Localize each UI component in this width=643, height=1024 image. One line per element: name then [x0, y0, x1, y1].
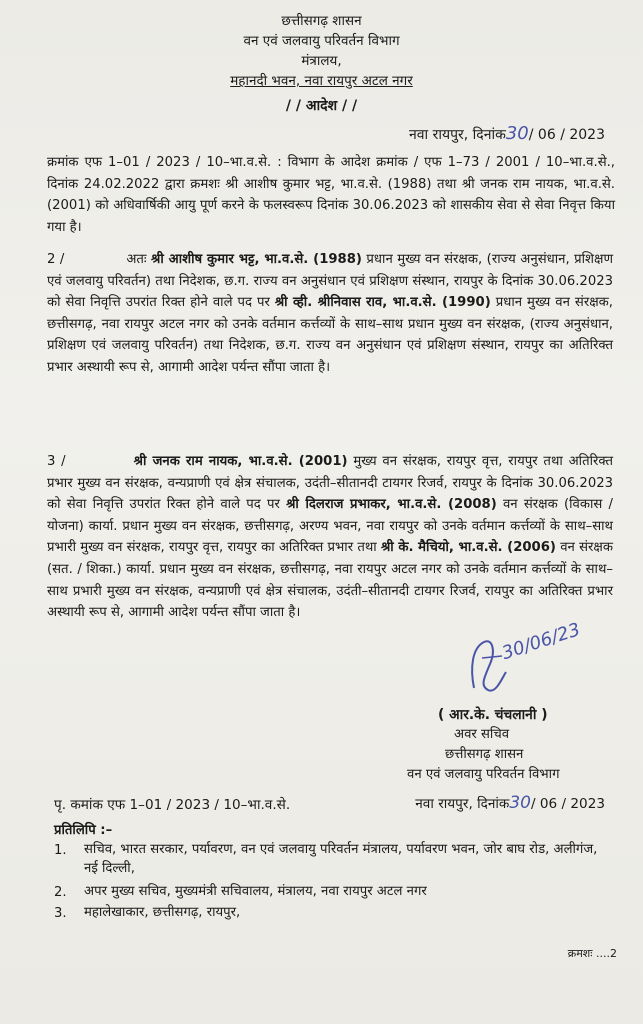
signatory-name: ( आर.के. चंचलानी )	[438, 707, 548, 723]
officer-name-nayak: श्री जनक राम नायक, भा.व.से. (2001)	[133, 454, 348, 469]
copy-item-1-number: 1.	[54, 843, 67, 858]
order-title: / / आदेश / /	[285, 98, 358, 114]
header-government: छत्तीसगढ़ शासन	[281, 13, 362, 29]
copy-item-2-number: 2.	[54, 885, 67, 900]
continued-marker: क्रमशः ....2	[567, 947, 617, 960]
signatory-office-department: वन एवं जलवायु परिवर्तन विभाग	[407, 767, 560, 782]
officer-name-maichiyo: श्री के. मैचियो, भा.व.से. (2006)	[380, 540, 556, 556]
paragraph-1-text: क्रमांक एफ 1–01 / 2023 / 10–भा.व.से. : विभाग के आदेश क्रमांक / एफ 1–73 / 2001 / 10–भा.व.से., दिनांक 24.02.2022 द्वारा क्रमशः श्री आशीष कुमार भट्ट, भा.व.से. (1988) तथा श्री जनक राम नायक, भा.व.से. (2001) को अधिवार्षिकी आयु पूर्ण करने के फलस्वरूप दिनांक 30.06.2023 को शासकीय सेवा से सेवा निवृत्त किया गया है।	[47, 155, 615, 235]
date-rest: / 06 / 2023	[528, 127, 605, 143]
signatory-office-government: छत्तीसगढ़ शासन	[445, 747, 524, 762]
paragraph-2-number: 2 /	[47, 252, 65, 267]
copy-item-2-text: अपर मुख्य सचिव, मुख्यमंत्री सचिवालय, मंत्रालय, नवा रायपुर अटल नगर	[84, 884, 427, 899]
copy-to-label: प्रतिलिपि :–	[54, 823, 113, 838]
copy-item-3-number: 3.	[54, 906, 67, 921]
endorsement-reference: पृ. कमांक एफ 1–01 / 2023 / 10–भा.व.से.	[54, 797, 291, 813]
paragraph-1	[47, 152, 615, 238]
endorsement-date: नवा रायपुर, दिनांक30/ 06 / 2023	[415, 793, 605, 813]
officer-name-rao: श्री व्ही. श्रीनिवास राव, भा.व.से. (1990)	[274, 295, 491, 311]
date-prefix: नवा रायपुर, दिनांक	[408, 127, 506, 143]
header-department: वन एवं जलवायु परिवर्तन विभाग	[243, 33, 400, 49]
copy-item-1-text: सचिव, भारत सरकार, पर्यावरण, वन एवं जलवायु परिवर्तन मंत्रालय, पर्यावरण भवन, जोर बाघ रोड, अलीगंज, नई दिल्ली,	[84, 842, 598, 876]
signatory-designation: अवर सचिव	[454, 727, 510, 742]
officer-name-prabhakar: श्री दिलराज प्रभाकर, भा.व.से. (2008)	[286, 497, 497, 513]
order-date	[409, 125, 605, 144]
officer-name-bhatt: श्री आशीष कुमार भट्ट, भा.व.से. (1988)	[151, 252, 362, 267]
header-address: महानदी भवन, नवा रायपुर अटल नगर	[230, 73, 413, 89]
paragraph-2: 2 / अतः श्री आशीष कुमार भट्ट, भा.व.से. (1988) प्रधान मुख्य वन संरक्षक, (राज्य अनुसंधान, प्रशिक्षण एवं जलवायु परिवर्तन) तथा निदेशक, छ.ग. राज्य वन अनुसंधान एवं प्रशिक्षण संस्थान, रायपुर के दिनांक 30.06.2023 को सेवा निवृत्ति उपरांत रिक्त होने वाले पद पर श्री व्ही. श्रीनिवास राव, भा.व.से. (1990) प्रधान मुख्य वन संरक्षक, छत्तीसगढ़, नवा रायपुर अटल नगर को उनके वर्तमान कर्त्तव्यों के साथ–साथ प्रधान मुख्य वन संरक्षक, (राज्य अनुसंधान, प्रशिक्षण एवं जलवायु परिवर्तन) तथा निदेशक, छ.ग. राज्य वन अनुसंधान एवं प्रशिक्षण संस्थान, रायपुर का अतिरिक्त प्रभार अस्थायी रूप से, आगामी आदेश पर्यन्त सौंपा जाता है।	[47, 252, 613, 375]
copy-item-3-text: महालेखाकार, छत्तीसगढ़, रायपुर,	[84, 905, 241, 920]
header-ministry: मंत्रालय,	[301, 53, 342, 69]
endorsement-handwritten-day: 30	[509, 793, 531, 813]
handwritten-day: 30	[505, 123, 529, 144]
handwritten-signature-date: 30/06/23	[499, 619, 583, 665]
paragraph-3: 3 / श्री जनक राम नायक, भा.व.से. (2001) मुख्य वन संरक्षक, रायपुर वृत्त, रायपुर तथा अतिरिक्त प्रभार मुख्य वन संरक्षक, वन्यप्राणी एवं क्षेत्र संचालक, उदंती–सीतानदी टायगर रिजर्व, रायपुर के दिनांक 30.06.2023 को सेवा निवृत्ति उपरांत रिक्त होने वाले पद पर श्री दिलराज प्रभाकर, भा.व.से. (2008) वन संरक्षक (विकास / योजना) कार्या. प्रधान मुख्य वन संरक्षक, छत्तीसगढ़, अरण्य भवन, नवा रायपुर को उनके वर्तमान कर्त्तव्यों के साथ–साथ प्रभारी मुख्य वन संरक्षक, रायपुर वृत्त, रायपुर का अतिरिक्त प्रभार तथा श्री के. मैचियो, भा.व.से. (2006) वन संरक्षक (सत. / शिका.) कार्या. प्रधान मुख्य वन संरक्षक, छत्तीसगढ़, नवा रायपुर अटल नगर को उनके वर्तमान कर्त्तव्यों के साथ–साथ प्रभारी मुख्य वन संरक्षक, वन्यप्राणी एवं क्षेत्र संचालक, उदंती–सीतानदी टायगर रिजर्व, रायपुर का अतिरिक्त प्रभार अस्थायी रूप से, आगामी आदेश पर्यन्त सौंपा जाता है।	[47, 454, 613, 621]
paragraph-3-number: 3 /	[47, 454, 66, 469]
